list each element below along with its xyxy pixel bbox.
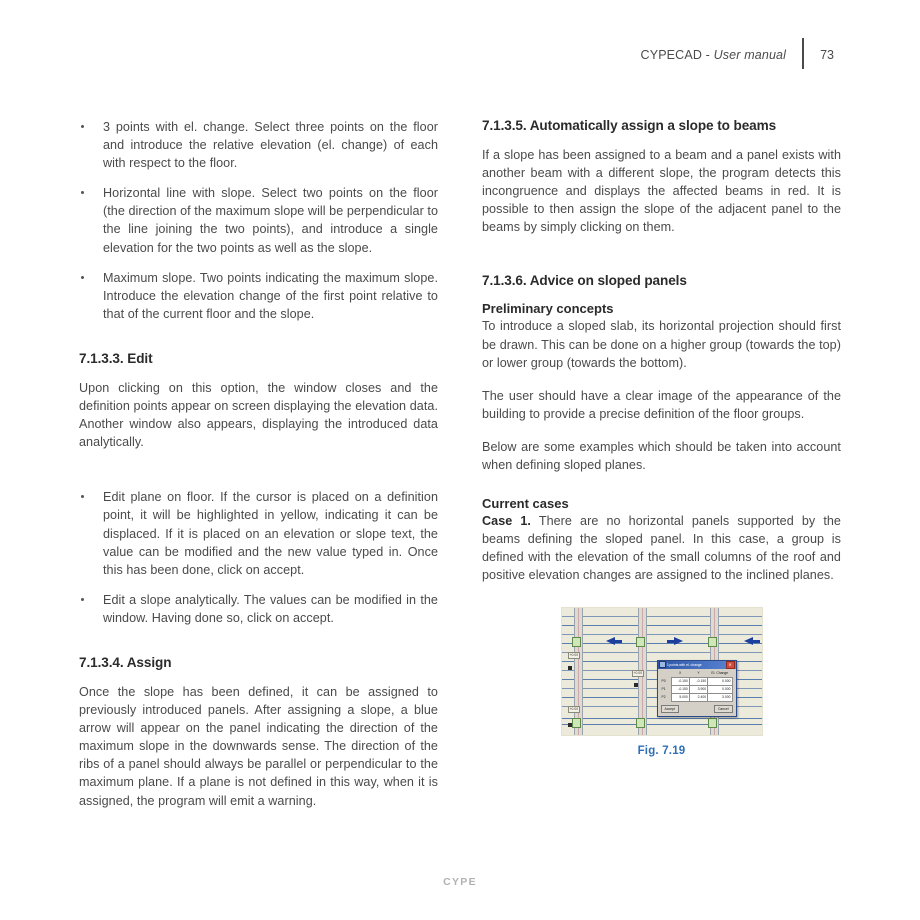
paragraph-edit-intro: Upon clicking on this option, the window closes and the definition points appear on screen displaying the elevation data. Another window also appears, displaying the introduced data analytically. xyxy=(79,380,438,450)
bullet-dot-icon xyxy=(81,125,84,128)
list-item-text: Edit plane on floor. If the cursor is placed on a definition point, it will be highlighted in yellow, indicating it can be displaced. If it is placed on an elevation or slope text, the value can be modified and the new value typed in. Once this has been done, click on accept. xyxy=(103,490,438,577)
heading-7-1-3-3-edit: 7.1.3.3. Edit xyxy=(79,350,153,366)
cad-beam-line xyxy=(562,625,762,626)
list-item-text: Maximum slope. Two points indicating the maximum slope. Introduce the elevation change of the first point relative to that of the current floor and the slope. xyxy=(103,270,438,321)
cad-slope-arrow-tail xyxy=(753,640,760,643)
input-p2-y[interactable]: 2.400 xyxy=(689,693,707,701)
dialog-3-points-with-el-change[interactable] xyxy=(657,660,737,717)
list-item-text: 3 points with el. change. Select three points on the floor and introduce the relative elevation (el. change) of each with respect to the floor. xyxy=(103,120,438,171)
cad-rib-line xyxy=(562,616,762,617)
header-divider xyxy=(802,38,804,69)
paragraph-auto-assign: If a slope has been assigned to a beam and a panel exists with another beam with a different slope, the program detects this incongruence and displays the affected beams in red. It is possible to then assign the slope of the adjacent panel to the beams by simply clicking on them. xyxy=(482,148,841,235)
bullet-dot-icon xyxy=(81,495,84,498)
row-label-p2: P2 xyxy=(661,695,666,699)
heading-7-1-3-5-auto-assign: 7.1.3.5. Automatically assign a slope to beams xyxy=(482,118,777,133)
list-item-text: Edit a slope analytically. The values can be modified in the window. Having done so, click on accept. xyxy=(103,592,438,625)
left-column xyxy=(79,118,438,810)
dialog-titlebar[interactable] xyxy=(658,661,736,669)
bullet-list-slope-methods xyxy=(79,118,438,323)
figure-caption: Fig. 7.19 xyxy=(637,744,686,757)
cad-column-node xyxy=(636,637,645,647)
dialog-button-row xyxy=(661,705,733,713)
input-p1-y[interactable]: 3.900 xyxy=(689,685,707,693)
cad-elevation-label: +0.00 xyxy=(569,652,579,657)
header-title-product: CYPECAD - xyxy=(640,48,714,62)
page-header xyxy=(641,44,834,66)
cad-beam-line xyxy=(562,724,762,725)
page-footer-brand: CYPE xyxy=(443,876,477,888)
figure-image-cad-screenshot xyxy=(561,607,763,736)
cad-beam-line xyxy=(562,643,762,644)
content-columns xyxy=(79,118,841,810)
dialog-app-icon xyxy=(659,661,666,668)
heading-7-1-3-6-advice: 7.1.3.6. Advice on sloped panels xyxy=(482,273,687,289)
points-table xyxy=(661,671,733,702)
bullet-dot-icon xyxy=(81,276,84,279)
case-1-text: There are no horizontal panels supported by the beams defining the sloped panel. In this case, a group is defined with the elevation of the small columns of the roof and positive elevation changes are assigned to the inclined planes. xyxy=(482,514,841,583)
input-p0-x[interactable]: -0.150 xyxy=(671,677,689,685)
table-row xyxy=(661,693,733,701)
cad-column-node xyxy=(572,718,581,728)
row-label-p1: P1 xyxy=(661,687,666,691)
cad-beam-line xyxy=(562,718,762,719)
case-1-label: Case 1. xyxy=(482,514,531,529)
list-item xyxy=(79,591,438,627)
header-title xyxy=(641,48,787,62)
table-row xyxy=(661,685,733,693)
list-item xyxy=(79,184,438,256)
row-label-p0: P0 xyxy=(661,679,666,683)
cad-slope-arrow-right-icon xyxy=(674,637,683,645)
input-p1-el-change[interactable]: 0.000 xyxy=(708,685,732,693)
heading-7-1-3-4-assign: 7.1.3.4. Assign xyxy=(79,654,172,670)
list-item xyxy=(79,269,438,323)
cad-elevation-label: +0.00 xyxy=(569,706,579,711)
cad-axis-line xyxy=(578,608,579,735)
list-item xyxy=(79,488,438,578)
paragraph-case-1 xyxy=(482,512,841,584)
spacer xyxy=(79,627,438,655)
cad-slope-arrow-left-icon xyxy=(606,637,615,645)
table-row xyxy=(661,677,733,685)
bullet-dot-icon xyxy=(81,598,84,601)
paragraph-preliminary-1: To introduce a sloped slab, its horizontal projection should first be drawn. This can be done on a higher group (towards the top) or lower group (towards the bottom). xyxy=(482,319,841,370)
cancel-button[interactable]: Cancel xyxy=(714,705,733,713)
input-p0-el-change[interactable]: 0.000 xyxy=(708,677,732,685)
cad-rib-line xyxy=(562,634,762,635)
spacer xyxy=(482,251,841,273)
paragraph-preliminary-2: The user should have a clear image of the appearance of the building to provide a precise definition of the floor groups. xyxy=(482,388,841,421)
cad-elevation-label: +0.00 xyxy=(633,670,643,675)
input-p0-y[interactable]: -0.150 xyxy=(689,677,707,685)
input-p1-x[interactable]: -0.150 xyxy=(671,685,689,693)
bullet-list-edit-options xyxy=(79,488,438,627)
spacer xyxy=(79,466,438,488)
cad-column-node xyxy=(636,718,645,728)
spacer xyxy=(79,323,438,351)
dialog-title-text: 3 points with el. change xyxy=(666,662,702,667)
cad-column-node xyxy=(708,637,717,647)
cad-definition-point xyxy=(568,666,572,670)
cad-definition-point xyxy=(568,723,572,727)
cad-definition-point xyxy=(634,683,638,687)
cad-rib-line xyxy=(562,652,762,653)
subheading-preliminary-concepts: Preliminary concepts xyxy=(482,301,614,317)
list-item xyxy=(79,118,438,172)
input-p2-el-change[interactable]: 3.000 xyxy=(708,693,732,701)
close-icon[interactable]: ✕ xyxy=(726,661,735,669)
paragraph-assign: Once the slope has been defined, it can be assigned to previously introduced panels. After assigning a slope, a blue arrow will appear on the panel indicating the direction of the maximum slope in the downwards sense. The direction of the ribs of a panel should always be parallel or perpendicular to the maximum plane. If a plane is not defined in this way, when it is assigned, the program will emit a warning. xyxy=(79,684,438,808)
col-header-el-change: El. Change xyxy=(711,670,729,675)
cad-slope-arrow-tail xyxy=(615,640,622,643)
figure-7-19 xyxy=(482,607,841,757)
header-title-doc: User manual xyxy=(713,48,787,62)
paragraph-preliminary-3: Below are some examples which should be taken into account when defining sloped planes. xyxy=(482,439,841,473)
col-header-y: Y xyxy=(697,670,700,675)
col-header-x: X xyxy=(679,670,682,675)
cad-column-node xyxy=(708,718,717,728)
list-item-text: Horizontal line with slope. Select two points on the floor (the direction of the maximum slope will be perpendicular to the line joining the two points), and introduce a single elevation for the two points as well as the slope. xyxy=(103,186,438,255)
page-number: 73 xyxy=(820,48,834,62)
bullet-dot-icon xyxy=(81,191,84,194)
cad-column-node xyxy=(572,637,581,647)
dialog-body xyxy=(658,669,736,716)
input-p2-x[interactable]: 5.000 xyxy=(671,693,689,701)
right-column xyxy=(482,118,841,810)
subheading-current-cases: Current cases xyxy=(482,496,569,512)
cad-slope-arrow-left-icon xyxy=(744,637,753,645)
cad-slope-arrow-tail xyxy=(667,640,674,643)
accept-button[interactable]: Accept xyxy=(661,705,679,713)
